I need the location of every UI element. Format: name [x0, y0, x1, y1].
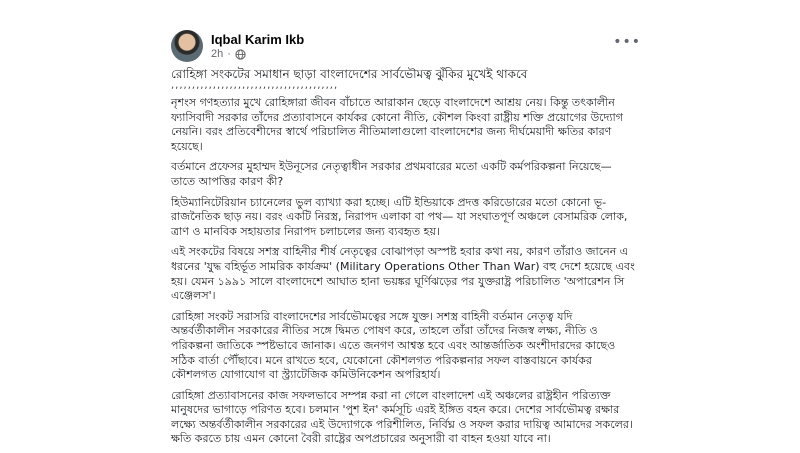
avatar[interactable]	[171, 30, 203, 62]
globe-icon[interactable]	[235, 49, 246, 60]
post-paragraph: নৃশংস গণহত্যার মুখে রোহিঙ্গারা জীবন বাঁচাতে আরাকান ছেড়ে বাংলাদেশে আশ্রয় নেয়। কিন্তু তৎকালীন ফ্যাসিবাদী সরকার তাঁদের প্রত্যাবাসনে কার্যকর কোনো নীতি, কৌশল কিংবা রাষ্ট্রীয় শক্তি প্রয়োগের উদ্যোগ নেয়নি। বরং প্রতিবেশীদের স্বার্থে পরিচালিত নীতিমালাগুলো বাংলাদেশের জন্য দীর্ঘমেয়াদী ক্ষতির কারণ হয়েছে।	[171, 96, 623, 153]
facebook-post	[163, 20, 643, 450]
post-paragraph: রোহিঙ্গা সংকট সরাসরি বাংলাদেশের সার্বভৌমত্বের সঙ্গে যুক্ত। সশস্ত্র বাহিনী বর্তমান নেতৃত্ব যদি অন্তর্বর্তীকালীন সরকারের নীতির সঙ্গে দ্বিমত পোষণ করে, তাহলে তাঁরা তাঁদের নিজস্ব লক্ষ্য, নীতি ও পরিকল্পনা জাতিকে স্পষ্টভাবে জানাক। এতে জনগণ আশ্বস্ত হবে এবং আন্তর্জাতিক অংশীদারদের কাছেও সঠিক বার্তা পৌঁছাবে। মনে রাখতে হবে, যেকোনো কৌশলগত পরিকল্পনার সফল বাস্তবায়নে কার্যকর কৌশলগত যোগাযোগ বা স্ট্র্যাটেজিক কমিউনিকেশন অপরিহার্য।	[171, 309, 616, 382]
author-name[interactable]: Iqbal Karim Ikb	[211, 32, 305, 47]
more-options-icon[interactable]: •••	[613, 34, 641, 50]
post-header	[163, 20, 643, 64]
post-paragraph: রোহিঙ্গা প্রত্যাবাসনের কাজ সফলভাবে সম্পন্ন করা না গেলে বাংলাদেশ এই অঞ্চলের রাষ্ট্রহীন পরিত্যক্ত মানুষদের ভাগাড়ে পরিণত হবে। চলমান 'পুশ ইন' কর্মসূচি এরই ইঙ্গিত বহন করে। দেশের সার্বভৌমত্ব রক্ষার লক্ষ্যে অন্তর্বর্তীকালীন সরকারের এই উদ্যোগকে পরিশীলিত, নির্বিঘ্ন ও সফল করার দায়িত্ব আমাদের সকলের। ক্ষতি করতে চায় এমন কোনো বৈরী রাষ্ট্রের অপপ্রচারের অনুসারী বা বাহন হওয়া যাবে না।	[171, 388, 633, 446]
separator-dot: ·	[227, 48, 231, 60]
title-underline: ,,,,,,,,,,,,,,,,,,,,,,,,,,,,,,,,,,,,,,,,	[171, 80, 339, 91]
post-title: রোহিঙ্গা সংকটের সমাধান ছাড়া বাংলাদেশের সার্বভৌমত্ব ঝুঁকির মুখেই থাকবে	[171, 67, 528, 81]
post-paragraph: এই সংকটের বিষয়ে সশস্ত্র বাহিনীর শীর্ষ নেতৃত্বের বোঝাপড়া অস্পষ্ট হবার কথা নয়, কারণ তাঁরাও জানেন এ ধরনের 'যুদ্ধ বহির্ভূত সামরিক কার্যক্রম' (Military Operations Other Than War) বহু দেশে হয়েছে এবং হয়। যেমন ১৯৯১ সালে বাংলাদেশে আঘাত হানা ভয়ঙ্কর ঘূর্ণিঝড়ের পর যুক্তরাষ্ট্র পরিচালিত 'অপারেশন সি এঞ্জেলস'।	[171, 245, 635, 303]
post-meta	[211, 48, 246, 60]
post-body	[171, 67, 636, 453]
post-paragraph: বর্তমানে প্রফেসর মুহাম্মদ ইউনূসের নেতৃত্বাধীন সরকার প্রথমবারের মতো একটি কর্মপরিকল্পনা নিয়েছে— তাতে আপত্তির কারণ কী?	[171, 160, 612, 188]
post-paragraph: হিউম্যানিটেরিয়ান চ্যানেলের ভুল ব্যাখ্যা করা হচ্ছে। এটি ইন্ডিয়াকে প্রদত্ত করিডোরের মতো কোনো ভূ-রাজনৈতিক ছাড় নয়। বরং একটি নিরস্ত্র, নিরাপদ এলাকা বা পথ— যা সংঘাতপূর্ণ অঞ্চলে বেসামরিক লোক, ত্রাণ ও মানবিক সহায়তার নিরাপদ চলাচলের জন্য ব্যবহৃত হয়।	[171, 195, 628, 238]
post-time[interactable]: 2h	[211, 48, 224, 60]
